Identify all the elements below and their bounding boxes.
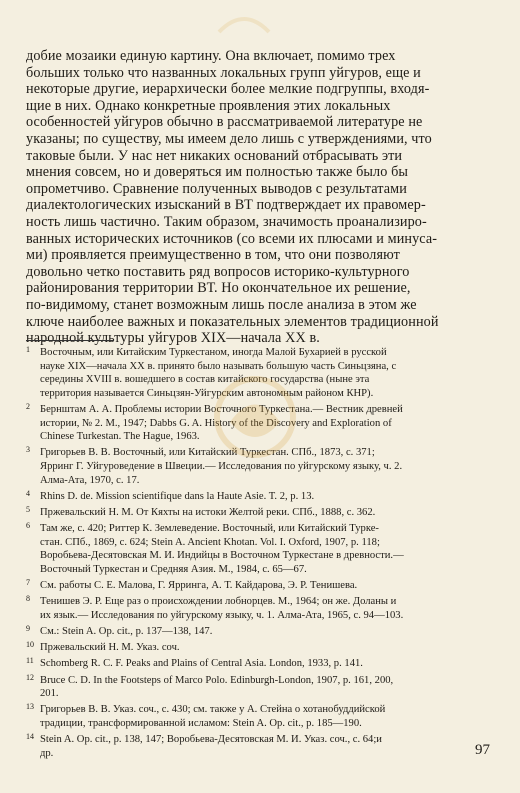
- footnote-number: 1: [26, 345, 30, 354]
- text-line: довольно четко поставить ряд вопросов историко-культурного: [26, 263, 410, 280]
- footnote-item: [26, 733, 502, 760]
- footnote-line: Bruce C. D. In the Footsteps of Marco Polo. Edinburgh-London, 1907, p. 161, 200,: [40, 674, 394, 686]
- text-line: опрометчиво. Сравнение полученных выводов с результатами: [26, 180, 407, 197]
- footnote-number: 5: [26, 504, 30, 514]
- footnote-line: Бернштам А. А. Проблемы истории Восточного Туркестана.— Вестник древней: [40, 403, 403, 415]
- footnote-item: [26, 595, 502, 622]
- footnote-line: стан. СПб., 1869, с. 624; Stein A. Ancient Khotan. Vol. I. Oxford, 1907, p. 118;: [40, 536, 380, 548]
- text-line: народной культуры уйгуров XIX—начала XX в.: [26, 330, 320, 347]
- footnote-line: Алма-Ата, 1970, с. 17.: [40, 474, 140, 486]
- text-line: ванных исторических источников (со всеми их плюсами и минуса-: [26, 230, 438, 247]
- text-line: щие в них. Однако конкретные проявления этих локальных: [26, 97, 391, 114]
- page-number: 97: [475, 742, 490, 758]
- footnote-line: науке XIX—начала XX в. принято было называть большую часть Синьцзяна, с: [40, 360, 397, 372]
- text-line: мнения совсем, но и доверяться им полностью также было бы: [26, 164, 409, 181]
- text-line: указаны; по существу, мы имеем дело лишь с утверждениями, что: [26, 130, 432, 147]
- text-line: ми) проявляется преимущественно в том, что они позволяют: [26, 247, 400, 264]
- footnote-line: Воробьева-Десятовская М. И. Индийцы в Восточном Туркестане в древности.—: [40, 550, 404, 562]
- text-line: добие мозаики единую картину. Она включает, помимо трех: [26, 48, 396, 64]
- footnote-number: 11: [26, 656, 34, 666]
- footnote-line: Ярринг Г. Уйгуроведение в Швеции.— Исследования по уйгурскому языку, ч. 2.: [40, 460, 403, 472]
- footnote-number: 7: [26, 578, 30, 588]
- footnote-item: [26, 674, 502, 701]
- footnote-line: их язык.— Исследования по уйгурскому языку, ч. 1. Алма-Ата, 1965, с. 94—103.: [40, 609, 404, 621]
- footnote-number: 13: [26, 702, 34, 712]
- text-line: больших только что названных локальных групп уйгуров, еще и: [26, 64, 421, 81]
- footnote-item: [26, 579, 502, 593]
- text-line: особенностей уйгуров обычно в рассматриваемой литературе не: [26, 114, 423, 131]
- text-line: диалектологических изысканий в ВТ подтверждает их правомер-: [26, 197, 426, 214]
- footnote-line: Григорьев В. В. Указ. соч., с. 430; см. также у А. Стейна о хотанобуддийской: [40, 704, 386, 716]
- stamp-ornament-icon: [214, 10, 274, 40]
- footnote-line: Пржевальский Н. М. От Кяхты на истоки Желтой реки. СПб., 1888, с. 362.: [40, 506, 376, 518]
- footnote-item: [26, 506, 502, 520]
- text-line: таковые были. У нас нет никаких оснований отбрасывать эти: [26, 147, 403, 164]
- text-line: ключе наиболее важных и показательных элементов традиционной: [26, 313, 439, 330]
- footnote-line: 201.: [40, 688, 59, 700]
- footnote-number: 2: [26, 401, 30, 411]
- footnote-item: [26, 522, 502, 576]
- footnote-line: Григорьев В. В. Восточный, или Китайский Туркестан. СПб., 1873, с. 371;: [40, 447, 375, 459]
- footnote-line: См. работы С. Е. Малова, Г. Ярринга, А. Т. Кайдарова, Э. Р. Тенишева.: [40, 580, 358, 592]
- watermark-emblem-icon: [210, 372, 300, 462]
- footnote-line: Восточный Туркестан и Средняя Азия. М., 1984, с. 65—67.: [40, 563, 307, 575]
- footnote-line: истории, № 2. М., 1947; Dabbs G. A. History of the Discovery and Exploration of: [40, 417, 392, 429]
- footnote-line: Там же, с. 420; Риттер К. Землеведение. Восточный, или Китайский Турке-: [40, 523, 379, 535]
- footnote-line: территория называется Синьцзян-Уйгурским автономным районом КНР).: [40, 387, 374, 399]
- footnote-item: [26, 625, 502, 639]
- text-line: по-видимому, станет возможным лишь после анализа в этом же: [26, 296, 417, 313]
- footnote-number: 12: [26, 672, 34, 682]
- footnote-line: Rhins D. de. Mission scientifique dans la Haute Asie. T. 2, p. 13.: [40, 490, 315, 502]
- footnote-number: 3: [26, 445, 30, 455]
- footnote-line: Тенишев Э. Р. Еще раз о происхождении лобнорцев. М., 1964; он же. Доланы и: [40, 596, 397, 608]
- footnote-number: 10: [26, 640, 34, 650]
- footnote-number: 4: [26, 488, 30, 498]
- footnote-line: Восточным, или Китайским Туркестаном, иногда Малой Бухарией в русской: [40, 347, 387, 358]
- footnote-number: 14: [26, 732, 34, 742]
- footnote-item: [26, 703, 502, 730]
- footnote-line: См.: Stein A. Op. cit., p. 137—138, 147.: [40, 626, 213, 638]
- footnote-item: [26, 641, 502, 655]
- text-line: районирования территории ВТ. Но окончательное их решение,: [26, 280, 411, 297]
- footnote-item: [26, 657, 502, 671]
- text-line: некоторые другие, иерархически более мелкие подгруппы, входя-: [26, 81, 430, 98]
- footnote-item: [26, 490, 502, 504]
- text-line: ность лишь частично. Таким образом, значимость проанализиро-: [26, 213, 427, 230]
- footnote-divider: [26, 340, 114, 341]
- footnote-line: середины XVIII в. вошедшего в состав китайского государства (ныне эта: [40, 374, 370, 386]
- footnote-line: Пржевальский Н. М. Указ. соч.: [40, 642, 180, 654]
- footnote-line: др.: [40, 747, 54, 759]
- footnote-number: 8: [26, 594, 30, 604]
- footnote-line: Stein A. Op. cit., p. 138, 147; Воробьева-Десятовская М. И. Указ. соч., с. 64;и: [40, 734, 382, 746]
- footnote-line: Chinese Turkestan. The Hague, 1963.: [40, 431, 200, 443]
- footnote-number: 9: [26, 624, 30, 634]
- main-text: [26, 48, 502, 347]
- footnote-line: традиции, трансформированной исламом: Stein A. Op. cit., p. 185—190.: [40, 717, 362, 729]
- footnote-line: Schomberg R. C. F. Peaks and Plains of Central Asia. London, 1933, p. 141.: [40, 658, 363, 670]
- footnote-number: 6: [26, 521, 30, 531]
